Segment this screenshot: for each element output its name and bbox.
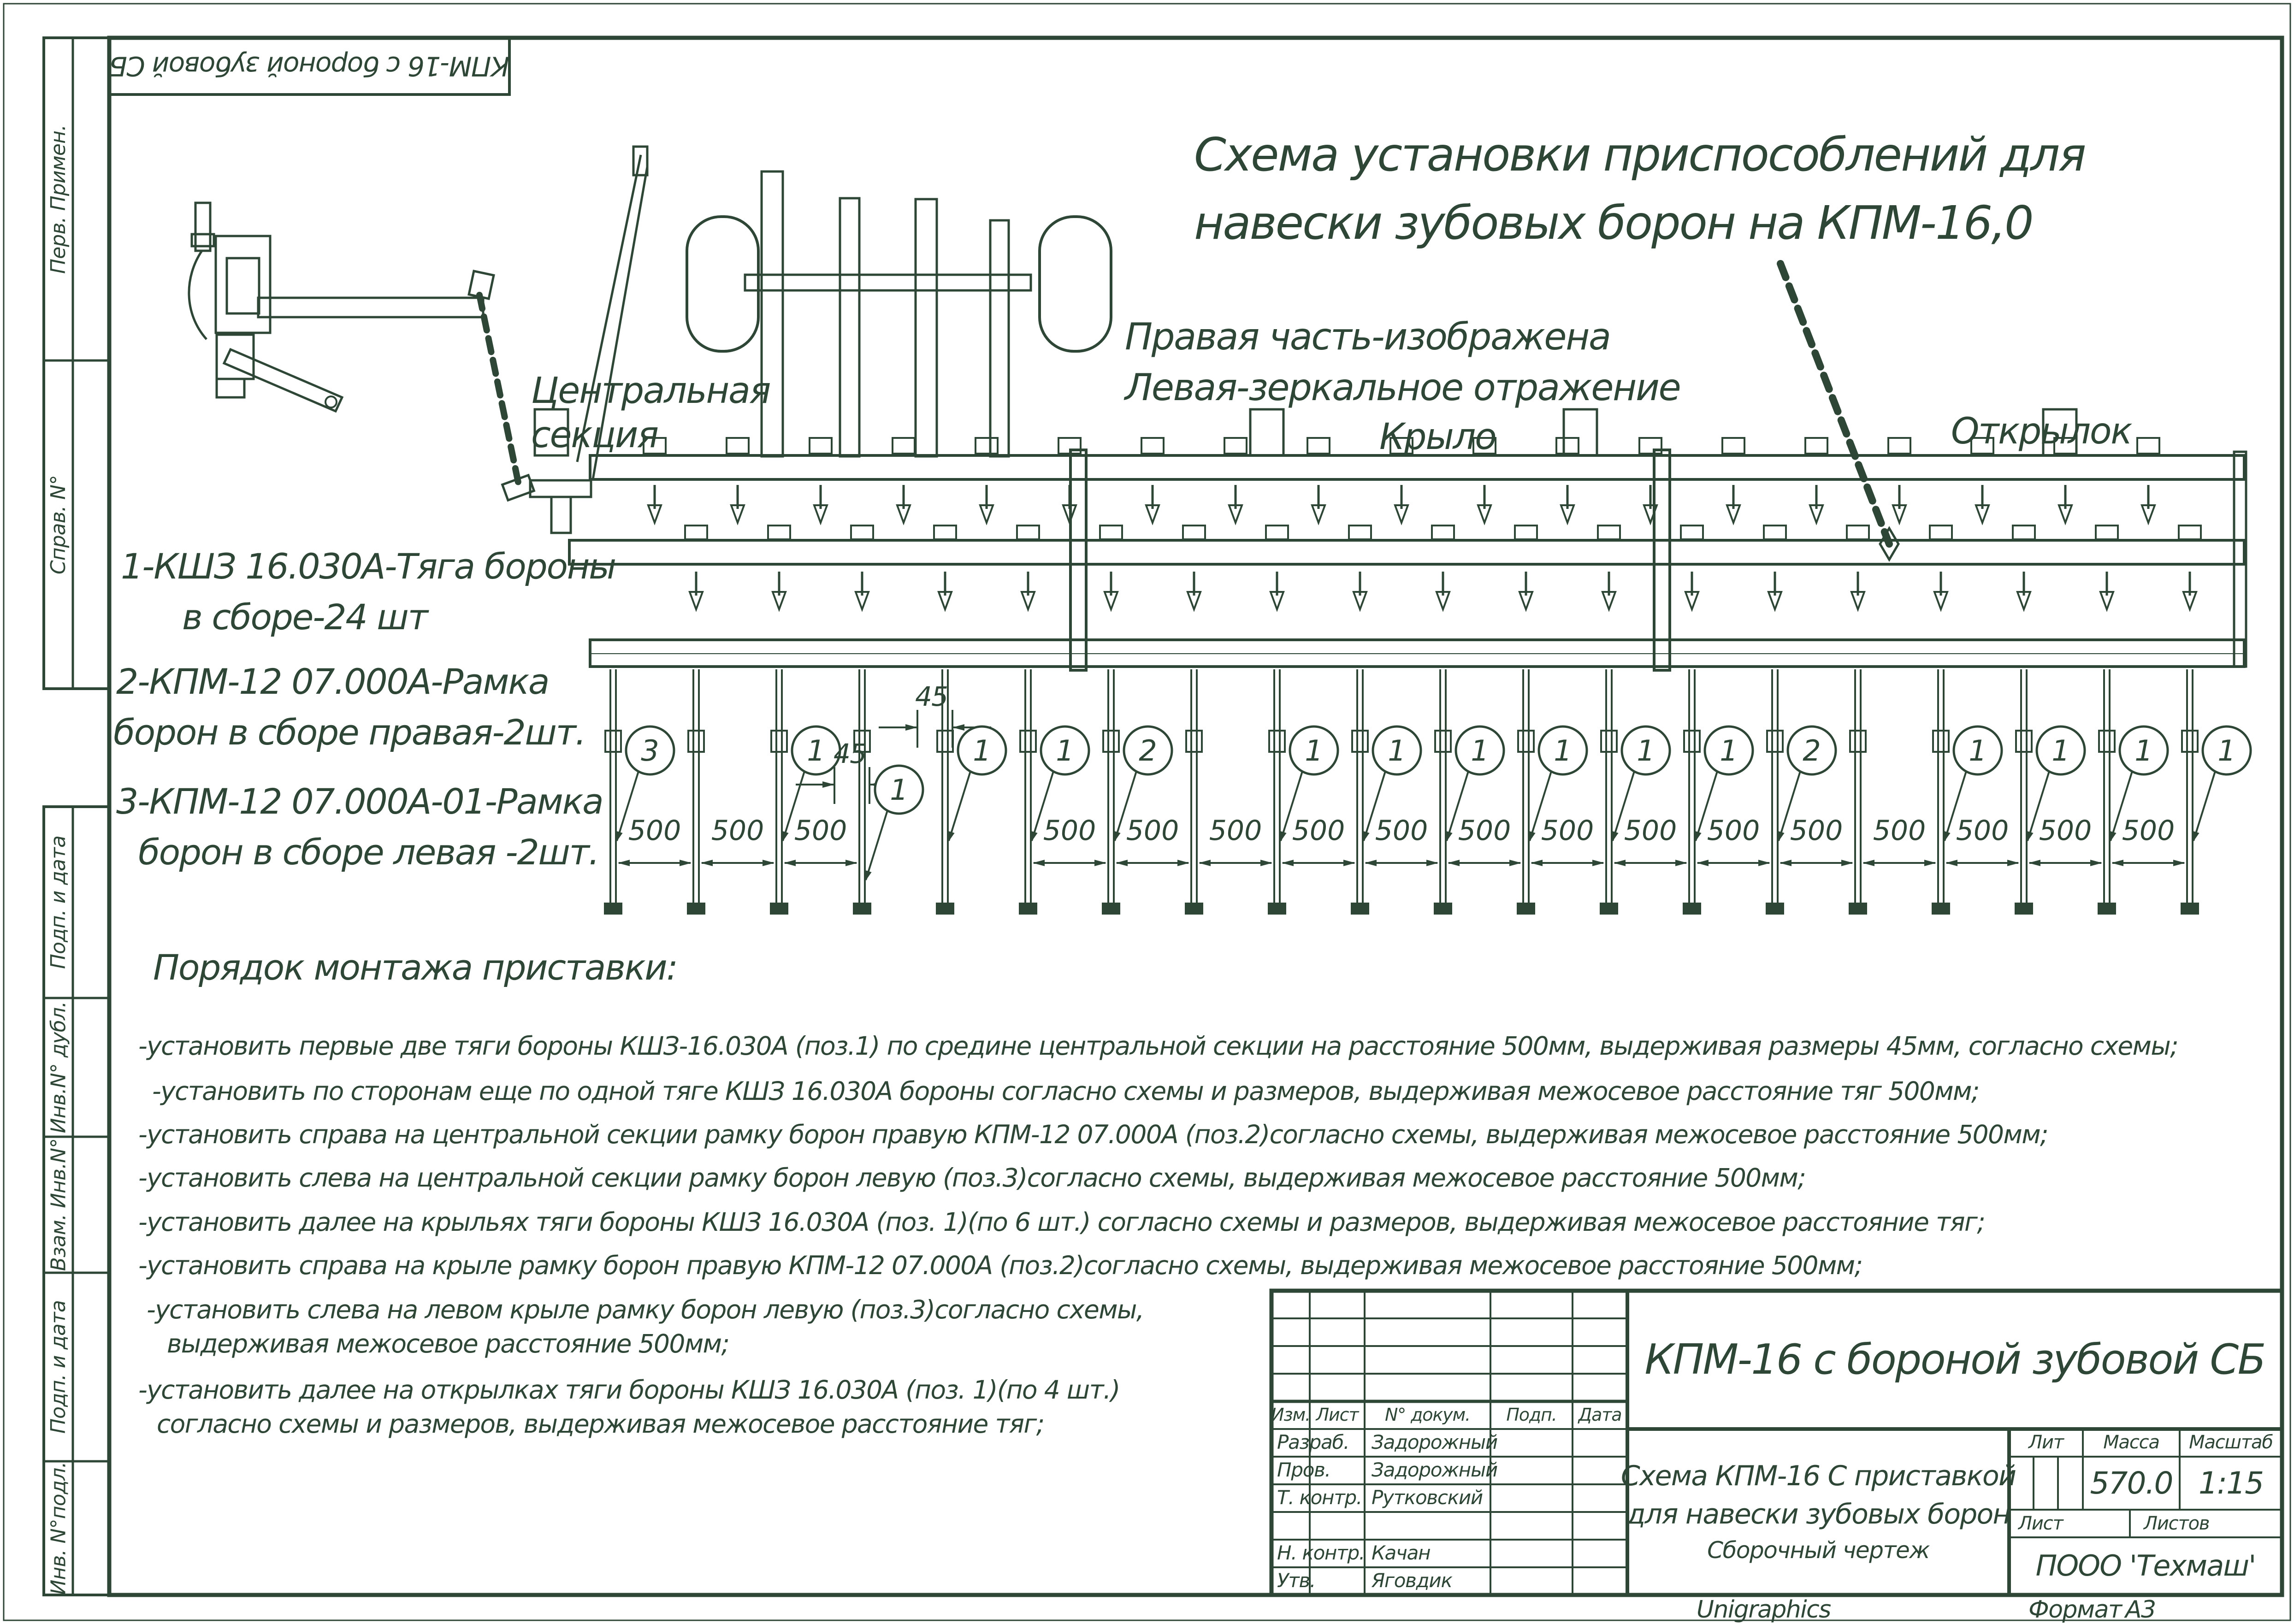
tine-foot bbox=[1517, 903, 1535, 915]
corner-designation-box bbox=[109, 38, 509, 94]
position-balloon-number: 1 bbox=[1637, 734, 1655, 768]
beam-clamp bbox=[1598, 526, 1620, 539]
tine-clamp bbox=[1020, 731, 1036, 752]
beam-clamp bbox=[1266, 526, 1288, 539]
beam-clamp bbox=[1681, 526, 1703, 539]
position-balloon-number: 2 bbox=[1803, 734, 1821, 768]
dimension-label-500: 500 bbox=[1209, 815, 1262, 847]
tine-clamp bbox=[1269, 731, 1285, 752]
tine-foot bbox=[936, 903, 954, 915]
titleblock-designation-cell bbox=[1627, 1291, 2282, 1429]
beam-clamp bbox=[1764, 526, 1786, 539]
dimension-label-500: 500 bbox=[1873, 815, 1926, 847]
row-tkontr-name: Рутковский bbox=[1372, 1486, 1483, 1509]
row-utv-role: Утв. bbox=[1277, 1569, 1316, 1592]
tine-clamp bbox=[1850, 731, 1866, 752]
beam-clamp bbox=[1888, 438, 1910, 454]
tine-clamp bbox=[1684, 731, 1700, 752]
tine-clamp bbox=[1103, 731, 1119, 752]
dimension-label-500: 500 bbox=[1624, 815, 1677, 847]
row-prov-name: Задорожный bbox=[1372, 1459, 1497, 1481]
tine-foot bbox=[1185, 903, 1203, 915]
part-1-line2: в сборе-24 шт bbox=[182, 596, 427, 638]
dimension-45-lower: 45 bbox=[834, 738, 866, 769]
mounting-item-8-line2: согласно схемы и размеров, выдерживая межосевое расстояние тяг; bbox=[157, 1409, 1044, 1439]
position-balloon-number: 2 bbox=[1139, 734, 1157, 768]
beam-clamp bbox=[1100, 526, 1122, 539]
mounting-item-7-line2: выдерживая межосевое расстояние 500мм; bbox=[167, 1329, 729, 1358]
dimension-label-500: 500 bbox=[1541, 815, 1594, 847]
tine-clamp bbox=[2016, 731, 2032, 752]
position-balloon-number: 1 bbox=[1969, 734, 1987, 768]
sidebar-label-perv-primen: Перв. Примен. bbox=[47, 124, 71, 274]
header-list: Лист bbox=[1316, 1405, 1359, 1425]
dimension-label-500: 500 bbox=[628, 815, 681, 847]
corner-designation: КПМ-16 с бороной зубовой СБ bbox=[109, 50, 509, 82]
mirror-note-line1: Правая часть-изображена bbox=[1125, 315, 1610, 358]
cad-program-name: Unigraphics bbox=[1697, 1596, 1831, 1624]
tine-foot bbox=[770, 903, 788, 915]
sidebar-label-sprav-n: Справ. N° bbox=[47, 475, 71, 574]
mounting-item-3: -установить справа на центральной секции рамку борон правую КПМ-12 07.000А (поз.2)согласно схемы, выдерживая межосевое расстояние 500мм; bbox=[138, 1120, 2048, 1149]
tine-foot bbox=[2181, 903, 2199, 915]
mounting-item-8-line1: -установить далее на открылках тяги бороны КШЗ 16.030А (поз. 1)(по 4 шт.) bbox=[138, 1375, 1120, 1405]
row-utv-name: Яговдик bbox=[1372, 1569, 1452, 1592]
beam-clamp bbox=[1141, 438, 1164, 454]
tine-foot bbox=[1268, 903, 1286, 915]
sidebar-label-inv-dubl: Инв.N° дубл. bbox=[47, 1001, 71, 1134]
tine-clamp bbox=[1767, 731, 1783, 752]
position-balloon-number: 1 bbox=[807, 734, 825, 768]
dimension-label-500: 500 bbox=[2039, 815, 2092, 847]
header-data: Дата bbox=[1578, 1405, 1622, 1425]
header-listov: Листов bbox=[2144, 1513, 2210, 1534]
dimension-label-500: 500 bbox=[1458, 815, 1511, 847]
balloon-leader bbox=[2193, 770, 2216, 841]
beam-clamp bbox=[727, 438, 749, 454]
part-2-line1: 2-КПМ-12 07.000А-Рамка bbox=[116, 661, 549, 702]
tine-foot bbox=[687, 903, 705, 915]
beam-clamp bbox=[934, 526, 956, 539]
beam-clamp bbox=[2137, 438, 2159, 454]
tine-foot bbox=[1766, 903, 1784, 915]
beam-clamp bbox=[1847, 526, 1869, 539]
mounting-item-4: -установить слева на центральной секции рамку борон левую (поз.3)согласно схемы, выдерживая межосевое расстояние 500мм; bbox=[138, 1163, 1806, 1193]
format-value: А3 bbox=[2125, 1596, 2156, 1624]
position-balloon-number: 1 bbox=[1720, 734, 1738, 768]
tine-foot bbox=[1683, 903, 1701, 915]
position-balloon-number: 1 bbox=[2134, 734, 2153, 768]
position-balloon-number: 3 bbox=[641, 734, 659, 768]
mounting-heading: Порядок монтажа приставки: bbox=[153, 947, 677, 988]
row-razrab-name: Задорожный bbox=[1372, 1431, 1497, 1453]
doc-name-line2: для навески зубовых борон bbox=[1626, 1498, 2010, 1530]
beam-clamp bbox=[2013, 526, 2035, 539]
tine-foot bbox=[2098, 903, 2116, 915]
tine-clamp bbox=[2182, 731, 2198, 752]
beam-clamp bbox=[851, 526, 873, 539]
tine-clamp bbox=[1352, 731, 1368, 752]
row-tkontr-role: Т. контр. bbox=[1277, 1486, 1362, 1509]
position-balloon-number: 1 bbox=[890, 773, 908, 807]
tine-foot bbox=[1351, 903, 1369, 915]
section-label-winglet: Открылок bbox=[1951, 411, 2132, 452]
dimension-45-upper: 45 bbox=[915, 681, 948, 712]
tine-clamp bbox=[2099, 731, 2115, 752]
beam-clamp bbox=[1307, 438, 1330, 454]
part-3-line2: борон в сборе левая -2шт. bbox=[138, 832, 599, 873]
row-nkontr-role: Н. контр. bbox=[1277, 1541, 1365, 1564]
detail-chain bbox=[479, 295, 518, 482]
position-balloon-number: 1 bbox=[2217, 734, 2236, 768]
position-balloon-number: 1 bbox=[1554, 734, 1572, 768]
beam-clamp bbox=[976, 438, 998, 454]
beam-clamp bbox=[2096, 526, 2118, 539]
doc-type: Сборочный чертеж bbox=[1707, 1536, 1929, 1564]
mounting-item-6: -установить справа на крыле рамку борон правую КПМ-12 07.000А (поз.2)согласно схемы, выдерживая межосевое расстояние 500мм; bbox=[138, 1251, 1862, 1280]
row-prov-role: Пров. bbox=[1277, 1459, 1330, 1481]
wheel-tire bbox=[1040, 217, 1111, 351]
mounting-item-5: -установить далее на крыльях тяги бороны КШЗ 16.030А (поз. 1)(по 6 шт.) согласно схемы и размеров, выдерживая межосевое расстояние тяг; bbox=[138, 1207, 1985, 1237]
mounting-item-2: -установить по сторонам еще по одной тяге КШЗ 16.030А бороны согласно схемы и размеров, выдерживая межосевое расстояние тяг 500мм; bbox=[152, 1076, 1979, 1106]
mounting-item-1: -установить первые две тяги бороны КШЗ-16.030А (поз.1) по средине центральной секции на расстояние 500мм, выдерживая размеры 45мм, согласно схемы; bbox=[138, 1031, 2178, 1061]
tine-foot bbox=[1434, 903, 1452, 915]
tine-foot bbox=[1600, 903, 1618, 915]
tine-clamp bbox=[1435, 731, 1451, 752]
beam-clamp bbox=[1805, 438, 1827, 454]
tine-clamp bbox=[1518, 731, 1534, 752]
tine-clamp bbox=[1933, 731, 1949, 752]
tine-foot bbox=[2015, 903, 2033, 915]
tine-foot bbox=[1019, 903, 1037, 915]
drawing-title-line1: Схема установки приспособлений для bbox=[1194, 128, 2085, 182]
masshtab-value: 1:15 bbox=[2198, 1465, 2264, 1501]
beam-clamp bbox=[768, 526, 790, 539]
company-name: ПООО 'Техмаш' bbox=[2035, 1549, 2256, 1583]
header-list2: Лист bbox=[2018, 1513, 2063, 1534]
doc-name-line1: Схема КПМ-16 С приставкой bbox=[1620, 1460, 2016, 1493]
header-izm: Изм. bbox=[1271, 1405, 1310, 1425]
tine-foot bbox=[1849, 903, 1867, 915]
beam-clamp bbox=[1183, 526, 1205, 539]
massa-value: 570.0 bbox=[2090, 1465, 2173, 1501]
mounting-item-7-line1: -установить слева на левом крыле рамку борон левую (поз.3)согласно схемы, bbox=[147, 1295, 1144, 1324]
dimension-label-500: 500 bbox=[2122, 815, 2175, 847]
beam-clamp bbox=[2179, 526, 2201, 539]
header-podp: Подп. bbox=[1506, 1405, 1557, 1425]
part-2-line2: борон в сборе правая-2шт. bbox=[113, 712, 585, 753]
position-balloon-number: 1 bbox=[2052, 734, 2070, 768]
beam-clamp bbox=[1349, 526, 1371, 539]
beam-clamp bbox=[1224, 438, 1247, 454]
detail-sketch bbox=[189, 203, 534, 500]
header-masshtab: Масштаб bbox=[2189, 1432, 2273, 1453]
beam-clamp bbox=[1432, 526, 1454, 539]
titleblock-designation: КПМ-16 с бороной зубовой СБ bbox=[1644, 1335, 2265, 1384]
beam-clamp bbox=[685, 526, 707, 539]
drawing-title-line2: навески зубовых борон на КПМ-16,0 bbox=[1194, 196, 2033, 250]
section-label-central-2: секция bbox=[531, 414, 658, 456]
dimension-label-500: 500 bbox=[1043, 815, 1096, 847]
sidebar-label-vzam-inv: Взам. Инв.N° bbox=[47, 1138, 71, 1271]
format-label: Формат bbox=[2028, 1596, 2122, 1624]
row-razrab-role: Разраб. bbox=[1277, 1431, 1349, 1453]
tine-foot bbox=[1932, 903, 1950, 915]
beam-clamp bbox=[1930, 526, 1952, 539]
position-balloon-number: 1 bbox=[1056, 734, 1074, 768]
dimension-label-500: 500 bbox=[1375, 815, 1428, 847]
beam-clamp bbox=[810, 438, 832, 454]
generated-drawing-layer bbox=[604, 438, 2251, 915]
tine-clamp bbox=[1601, 731, 1617, 752]
tine-clamp bbox=[605, 731, 621, 752]
section-label-wing: Крыло bbox=[1379, 416, 1496, 458]
section-label-central-1: Центральная bbox=[531, 370, 770, 412]
beam-clamp bbox=[1722, 438, 1744, 454]
tine-foot bbox=[604, 903, 622, 915]
balloon-leader bbox=[866, 809, 888, 880]
mirror-note-line2: Левая-зеркальное отражение bbox=[1125, 366, 1680, 409]
position-balloon-number: 1 bbox=[1305, 734, 1323, 768]
tine-foot bbox=[1102, 903, 1120, 915]
position-balloon-number: 1 bbox=[1471, 734, 1489, 768]
wheel-tire bbox=[687, 217, 758, 351]
sidebar-label-podp-data-2: Подп. и дата bbox=[47, 1300, 71, 1434]
tine-clamp bbox=[1186, 731, 1202, 752]
chain-leader bbox=[1780, 264, 1889, 544]
balloon-leader bbox=[949, 770, 971, 841]
beam-clamp bbox=[1556, 438, 1579, 454]
header-massa: Масса bbox=[2103, 1432, 2159, 1453]
dimension-label-500: 500 bbox=[1126, 815, 1179, 847]
header-n-dokum: N° докум. bbox=[1385, 1405, 1470, 1425]
part-3-line1: 3-КПМ-12 07.000А-01-Рамка bbox=[116, 781, 603, 822]
dimension-label-500: 500 bbox=[794, 815, 847, 847]
dimension-label-500: 500 bbox=[711, 815, 764, 847]
tine-clamp bbox=[937, 731, 953, 752]
position-balloon-number: 1 bbox=[973, 734, 991, 768]
beam-clamp bbox=[1515, 526, 1537, 539]
part-1-line1: 1-КШЗ 16.030А-Тяга бороны bbox=[121, 546, 615, 587]
row-nkontr-name: Качан bbox=[1372, 1541, 1431, 1564]
sidebar-label-inv-podl: Инв. N°подл. bbox=[47, 1461, 71, 1595]
dimension-label-500: 500 bbox=[1790, 815, 1843, 847]
titleblock-docname-cell bbox=[1620, 1429, 2016, 1595]
dimension-label-500: 500 bbox=[1956, 815, 2009, 847]
beam-clamp bbox=[893, 438, 915, 454]
dimension-label-500: 500 bbox=[1707, 815, 1760, 847]
header-lit: Лит bbox=[2028, 1432, 2063, 1453]
tine-clamp bbox=[771, 731, 787, 752]
tine-clamp bbox=[688, 731, 704, 752]
position-balloon-number: 1 bbox=[1388, 734, 1406, 768]
dimension-label-500: 500 bbox=[1292, 815, 1345, 847]
beam-clamp bbox=[1017, 526, 1039, 539]
sidebar-label-podp-data-1: Подп. и дата bbox=[47, 835, 71, 969]
tine-foot bbox=[853, 903, 871, 915]
